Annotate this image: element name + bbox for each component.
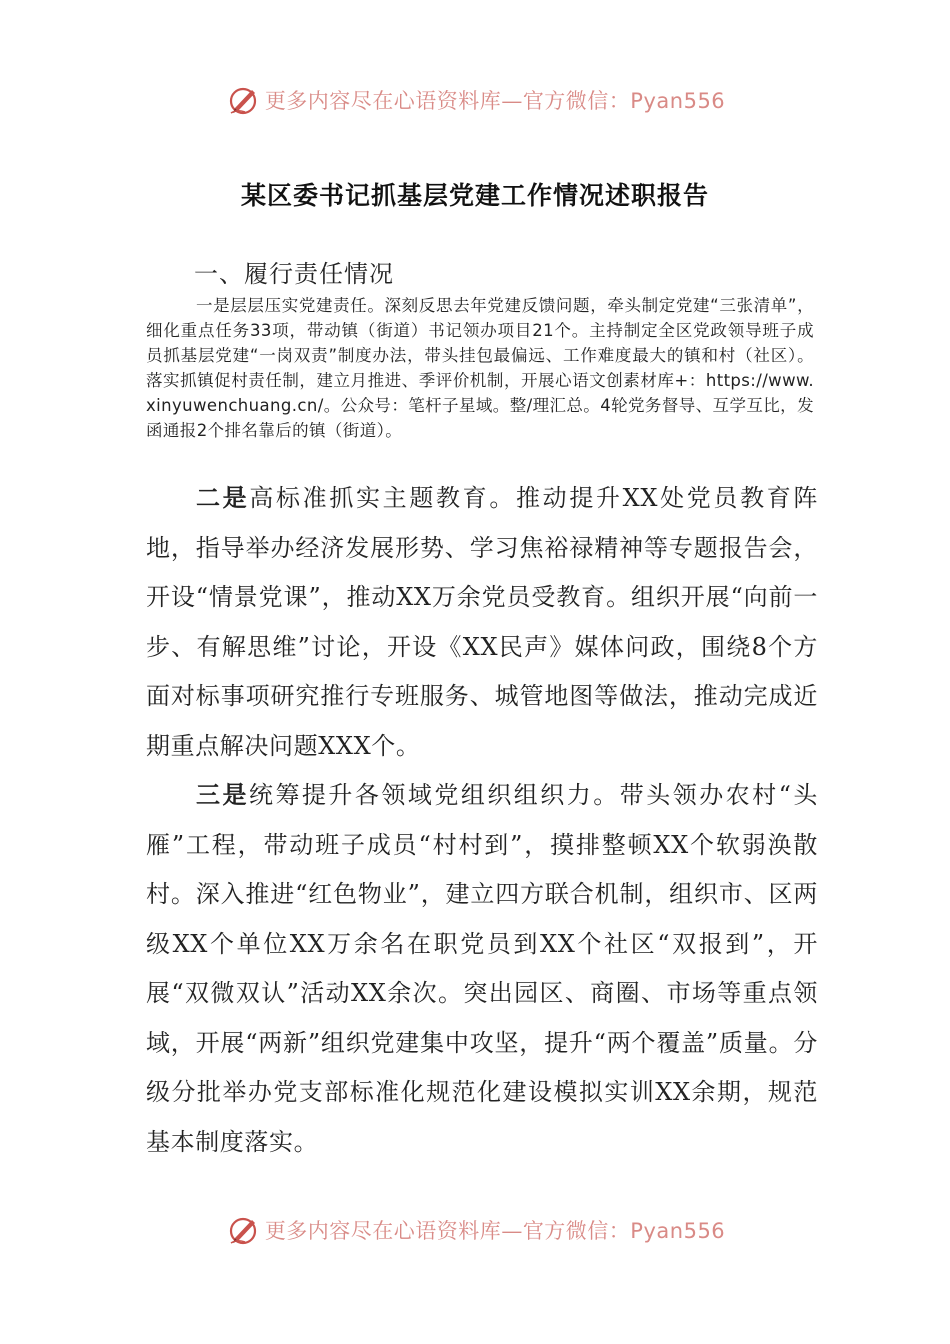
banner-separator: — — [501, 1219, 523, 1243]
paragraph-2-body: 高标准抓实主题教育。推动提升XX处党员教育阵地，指导举办经济发展形势、学习焦裕禄精神等专题报告会，开设“情景党课”，推动XX万余党员受教育。组织开展“向前一步、有解思维”讨论，开设《XX民声》媒体问政，围绕8个方面对标事项研究推行专班服务、城管地图等做法，推动完成近期重点解决问题XXX个。 — [146, 484, 819, 760]
paragraph-2 — [146, 474, 818, 771]
paragraph-2-lead: 二是 — [196, 484, 250, 512]
footer-watermark-banner — [0, 1210, 950, 1250]
paragraph-3-body: 统筹提升各领域党组织组织力。带头领办农村“头雁”工程，带动班子成员“村村到”，摸排整顿XX个软弱涣散村。深入推进“红色物业”，建立四方联合机制，组织市、区两级XX个单位XX万余名在职党员到XX个社区“双报到”，开展“双微双认”活动XX余次。突出园区、商圈、市场等重点领域，开展“两新”组织党建集中攻坚，提升“两个覆盖”质量。分级分批举办党支部标准化规范化建设模拟实训XX余期，规范基本制度落实。 — [146, 781, 818, 1156]
banner-wechat-text: 官方微信：Pyan556 — [522, 89, 726, 113]
pen-logo-icon — [225, 1212, 261, 1248]
section-heading: 一、履行责任情况 — [194, 260, 394, 288]
header-watermark-banner — [0, 80, 950, 120]
banner-main-text: 更多内容尽在心语资料库 — [264, 89, 502, 113]
paragraph-3 — [146, 771, 818, 1167]
banner-text — [265, 85, 725, 115]
paragraph-3-lead: 三是 — [196, 781, 249, 809]
banner-separator: — — [501, 89, 523, 113]
document-title: 某区委书记抓基层党建工作情况述职报告 — [240, 181, 709, 210]
pen-logo-icon — [225, 82, 261, 118]
banner-text — [265, 1215, 725, 1245]
paragraph-1: 一是层层压实党建责任。深刻反思去年党建反馈问题，牵头制定党建“三张清单”，细化重点任务33项，带动镇（街道）书记领办项目21个。主持制定全区党政领导班子成员抓基层党建“一岗双责”制度办法，带头挂包最偏远、工作难度最大的镇和村（社区）。落实抓镇促村责任制，建立月推进、季评价机制，开展心语文创素材库+：https://www.xinyuwenchuang.cn/。公众号：笔杆子星域。整/理汇总。4轮党务督导、互学互比，发函通报2个排名靠后的镇（街道）。 — [146, 296, 814, 440]
banner-main-text: 更多内容尽在心语资料库 — [264, 1219, 502, 1243]
banner-wechat-text: 官方微信：Pyan556 — [522, 1219, 726, 1243]
